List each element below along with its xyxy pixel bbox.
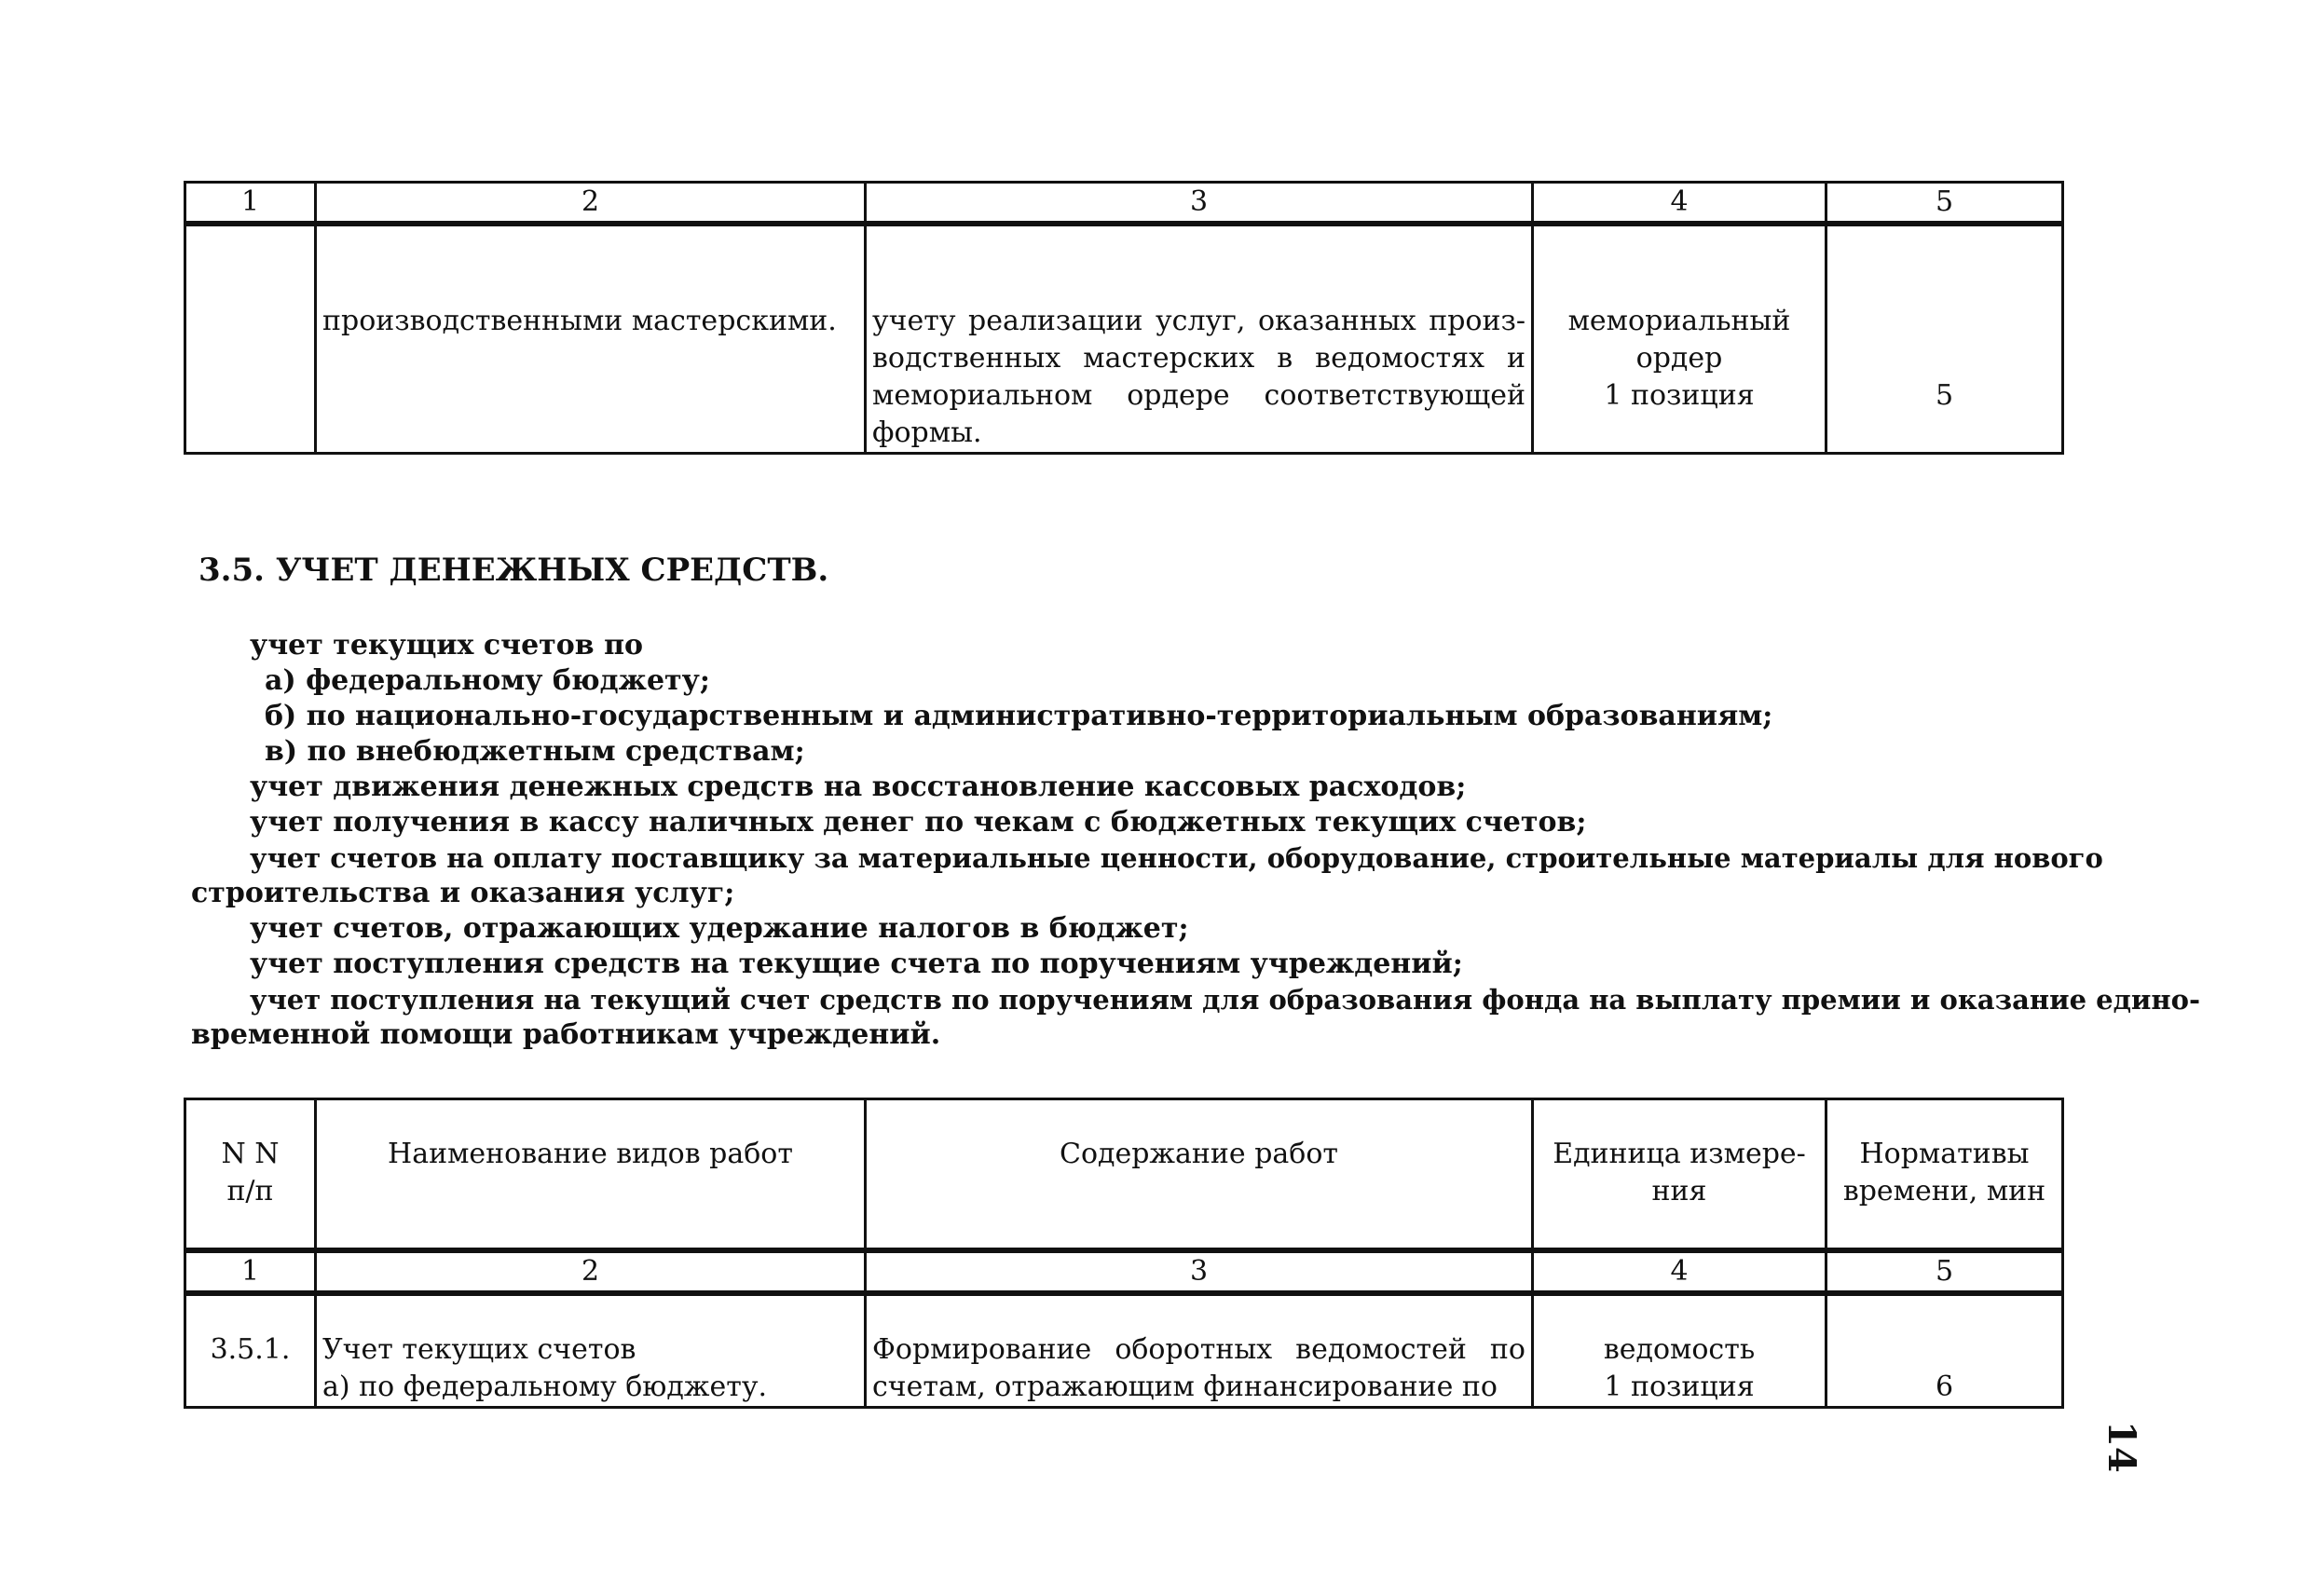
header-line: времени, мин xyxy=(1842,1175,2046,1207)
work-content-cell xyxy=(866,1293,1533,1408)
work-name-text: производственными мастерскими. xyxy=(322,305,837,337)
continuation-table xyxy=(184,181,2064,455)
header-row xyxy=(185,1099,2063,1250)
unit-cell xyxy=(1533,1293,1826,1408)
column-number-5: 5 xyxy=(1826,1250,2063,1293)
content-line: мемориальном ордере соответствующей xyxy=(872,379,1525,412)
column-number-1: 1 xyxy=(185,183,316,225)
table-row xyxy=(185,224,2063,454)
time-norm-cell xyxy=(1826,224,2063,454)
unit-cell xyxy=(1533,224,1826,454)
header-line: N N xyxy=(221,1138,280,1170)
text-line: учет поступления средств на текущие счета по поручениям учреждений; xyxy=(250,948,1463,980)
text-line: учет получения в кассу наличных денег по чекам с бюджетных текущих счетов; xyxy=(250,806,1587,839)
text-line: учет движения денежных средств на восстановление кассовых расходов; xyxy=(250,771,1467,803)
text-line: учет счетов на оплату поставщику за материальные ценности, оборудование, строительные материалы для нового xyxy=(250,842,2103,874)
time-norm-value: 6 xyxy=(1935,1370,1954,1403)
header-work-name: Наименование видов работ xyxy=(316,1099,866,1250)
unit-line: ведомость xyxy=(1603,1332,1756,1366)
work-name-line: а) по федеральному бюджету. xyxy=(322,1370,768,1403)
header-line: п/п xyxy=(226,1175,274,1207)
work-content-cell xyxy=(866,224,1533,454)
row-number-cell: 3.5.1. xyxy=(185,1293,316,1408)
header-line: ния xyxy=(1651,1175,1707,1207)
unit-line: мемориальный xyxy=(1567,305,1791,337)
header-work-content: Содержание работ xyxy=(866,1099,1533,1250)
content-line: Формирование оборотных ведомостей по xyxy=(872,1332,1525,1366)
content-line: водственных мастерских в ведомостях и xyxy=(872,342,1525,375)
page-number: 14 xyxy=(2100,1421,2143,1473)
work-name-cell xyxy=(316,1293,866,1408)
section-heading: 3.5. УЧЕТ ДЕНЕЖНЫХ СРЕДСТВ. xyxy=(198,552,829,589)
text-line: а) федеральному бюджету; xyxy=(265,664,710,697)
column-number-5: 5 xyxy=(1826,183,2063,225)
text-line: в) по внебюджетным средствам; xyxy=(265,735,805,768)
work-name-cell xyxy=(316,224,866,454)
time-norm-cell xyxy=(1826,1293,2063,1408)
unit-line: 1 позиция xyxy=(1604,379,1755,412)
unit-line: ордер xyxy=(1635,342,1723,375)
header-line: Нормативы xyxy=(1859,1138,2030,1170)
header-time-norm xyxy=(1826,1099,2063,1250)
content-line: учету реализации услуг, оказанных произ- xyxy=(872,305,1525,337)
column-number-3: 3 xyxy=(866,1250,1533,1293)
unit-line: 1 позиция xyxy=(1604,1370,1755,1403)
header-line: Единица измере- xyxy=(1553,1138,1806,1170)
table-row xyxy=(185,1293,2063,1408)
column-number-row xyxy=(185,183,2063,225)
text-line: учет текущих счетов по xyxy=(250,629,644,662)
content-line: счетам, отражающим финансирование по xyxy=(872,1370,1498,1403)
header-row-number xyxy=(185,1099,316,1250)
work-norms-table xyxy=(184,1098,2064,1409)
text-line: временной помощи работникам учреждений. xyxy=(191,1018,941,1051)
column-number-2: 2 xyxy=(316,1250,866,1293)
text-line: б) по национально-государственным и административно-территориальным образованиям; xyxy=(265,700,1773,732)
time-norm-value: 5 xyxy=(1935,379,1954,412)
column-number-row xyxy=(185,1250,2063,1293)
text-line: учет счетов, отражающих удержание налогов в бюджет; xyxy=(250,912,1189,945)
column-number-1: 1 xyxy=(185,1250,316,1293)
column-number-4: 4 xyxy=(1533,183,1826,225)
header-unit xyxy=(1533,1099,1826,1250)
column-number-4: 4 xyxy=(1533,1250,1826,1293)
text-line: учет поступления на текущий счет средств по поручениям для образования фонда на выплату премии и оказание едино- xyxy=(250,984,2201,1016)
text-line: строительства и оказания услуг; xyxy=(191,877,735,909)
row-number-cell xyxy=(185,224,316,454)
work-name-line: Учет текущих счетов xyxy=(322,1332,636,1366)
content-line: формы. xyxy=(872,416,982,449)
column-number-3: 3 xyxy=(866,183,1533,225)
column-number-2: 2 xyxy=(316,183,866,225)
